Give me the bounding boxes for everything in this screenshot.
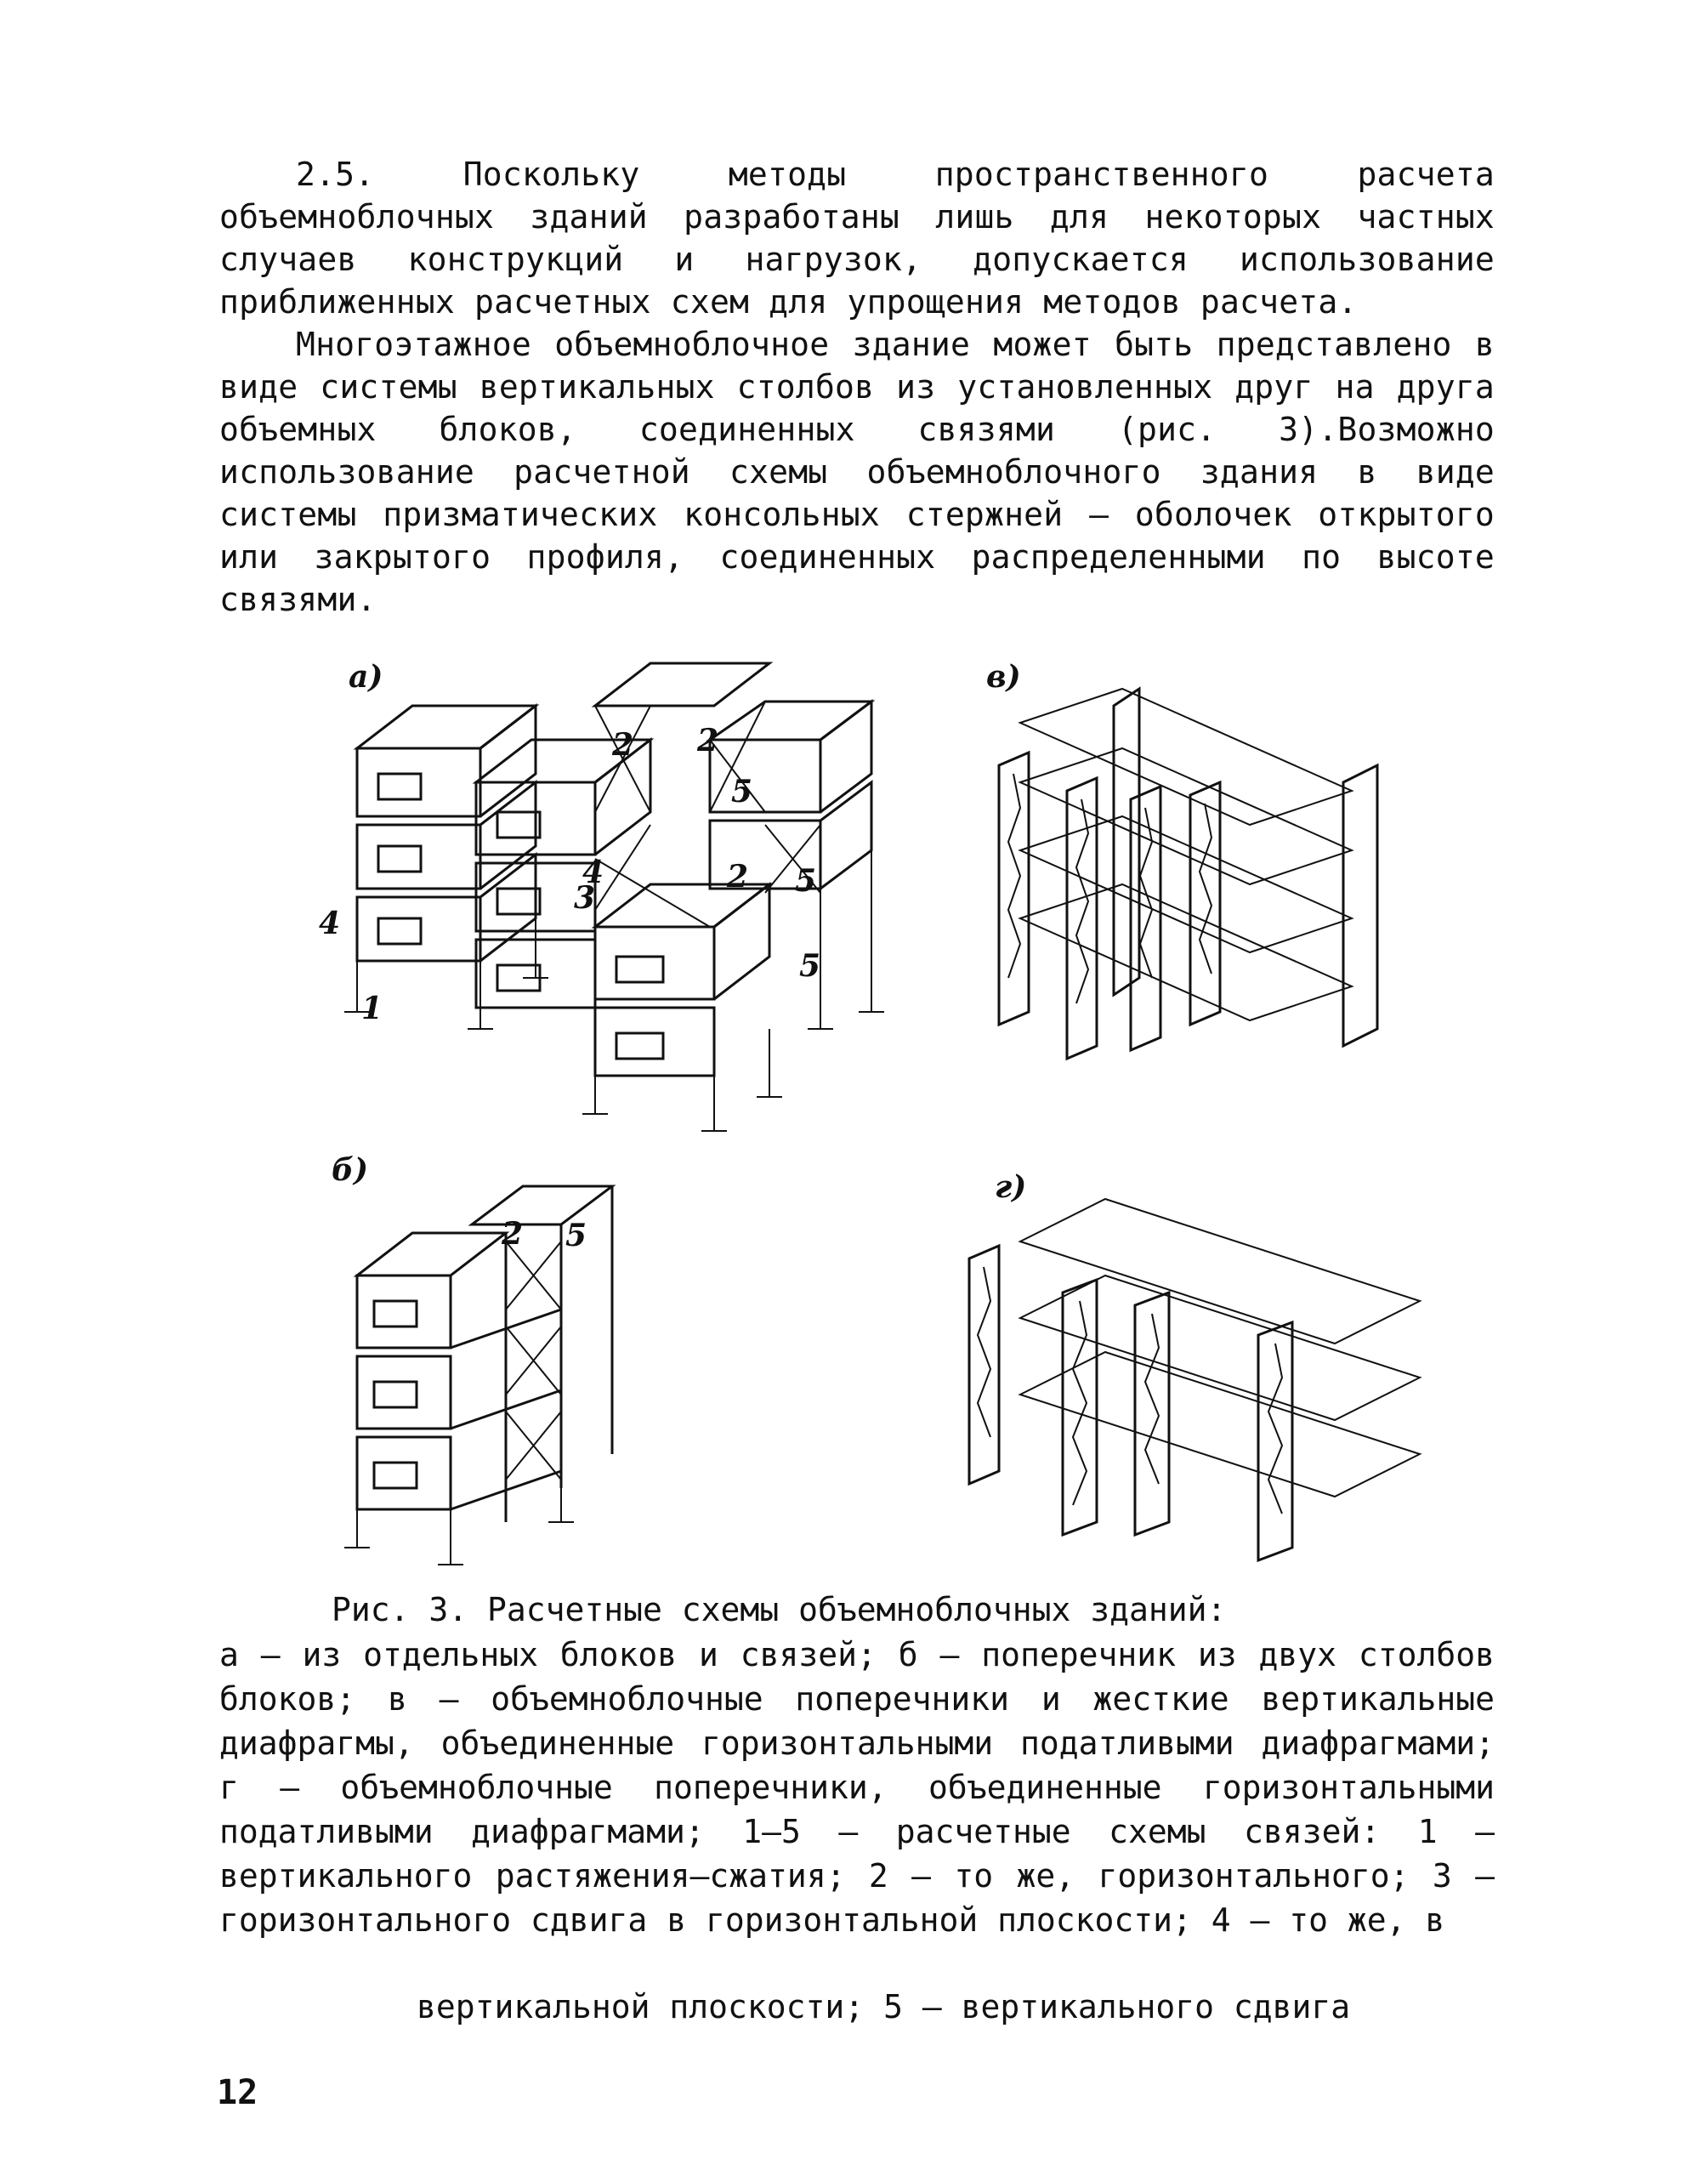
panel-a-label: а) xyxy=(349,659,383,695)
link-label: 5 xyxy=(731,774,753,810)
block-column-left xyxy=(357,706,536,961)
panel-g-label: г) xyxy=(995,1169,1027,1205)
panel-v-label: в) xyxy=(986,659,1021,695)
horizontal-diaphragms xyxy=(1020,1199,1420,1497)
figure-caption-title: Рис. 3. Расчетные схемы объемноблочных зданий: xyxy=(332,1591,1227,1628)
figure-panel-a xyxy=(319,655,935,1156)
page-number: 12 xyxy=(217,2073,258,2112)
figure-panel-b xyxy=(323,1148,680,1573)
link-label: 4 xyxy=(319,906,341,941)
link-label: 5 xyxy=(795,863,817,899)
support-legs xyxy=(344,1488,574,1565)
rigid-diaphragm-back xyxy=(1114,689,1377,1046)
block-stack-front xyxy=(357,1233,506,1509)
block-column-middle xyxy=(476,740,650,1008)
panel-g-drawing xyxy=(961,1165,1454,1573)
figure-caption-body: а – из отдельных блоков и связей; б – поперечник из двух столбов блоков; в – объемноблочные поперечники и жесткие вертикальные диафрагмы, объединенные горизонтальными податливыми диафрагмами; г – объемноблочные поперечники, объединенные горизонтальными податливыми диафрагмами; 1–5 – расчетные схемы связей: 1 – вертикального растяжения–сжатия; 2 – то же, горизонтального; 3 – горизонтального сдвига в горизонтальной плоскости; 4 – то же, в xyxy=(219,1636,1495,1939)
link-label: 1 xyxy=(361,991,383,1026)
link-label: 2 xyxy=(727,859,749,895)
link-label: 2 xyxy=(612,727,634,763)
panel-b-drawing xyxy=(323,1148,680,1573)
figure-panel-v xyxy=(978,655,1454,1080)
link-label: 5 xyxy=(565,1218,587,1253)
paragraph-multistorey: Многоэтажное объемноблочное здание может быть представлено в виде системы вертикальных столбов из установленных друг на друга объемных блоков, соединенных связями (рис. 3).Возможно использование расчетной схемы объемноблочного здания в виде системы призматических консольных стержней – оболочек открытого или закрытого профиля, соединенных распределенными по высоте связями. xyxy=(219,326,1495,618)
block-stack-back xyxy=(451,1186,612,1522)
link-label: 5 xyxy=(799,948,821,984)
block-column-front xyxy=(595,884,769,1076)
vertical-links xyxy=(978,1267,1282,1514)
block-crossbars xyxy=(999,753,1220,1059)
horizontal-diaphragms xyxy=(1020,689,1352,1020)
panel-v-drawing xyxy=(978,655,1454,1080)
figure-panel-g xyxy=(961,1165,1454,1573)
panel-b-label: б) xyxy=(332,1152,369,1188)
paragraph-2-5: 2.5. Поскольку методы пространственного расчета объемноблочных зданий разработаны лишь для некоторых частных случаев конструкций и нагрузок, допускается использование приближенных расчетных схем для упрощения методов расчета. xyxy=(219,156,1495,321)
figure-caption-last-line: вертикальной плоскости; 5 – вертикального сдвига xyxy=(417,1988,1351,2025)
link-label: 2 xyxy=(502,1216,524,1252)
block-crossbars xyxy=(969,1246,1292,1560)
link-label: 3 xyxy=(574,880,596,916)
link-label: 4 xyxy=(582,855,604,890)
diagonal-links xyxy=(506,1241,561,1480)
link-label: 2 xyxy=(697,723,719,758)
